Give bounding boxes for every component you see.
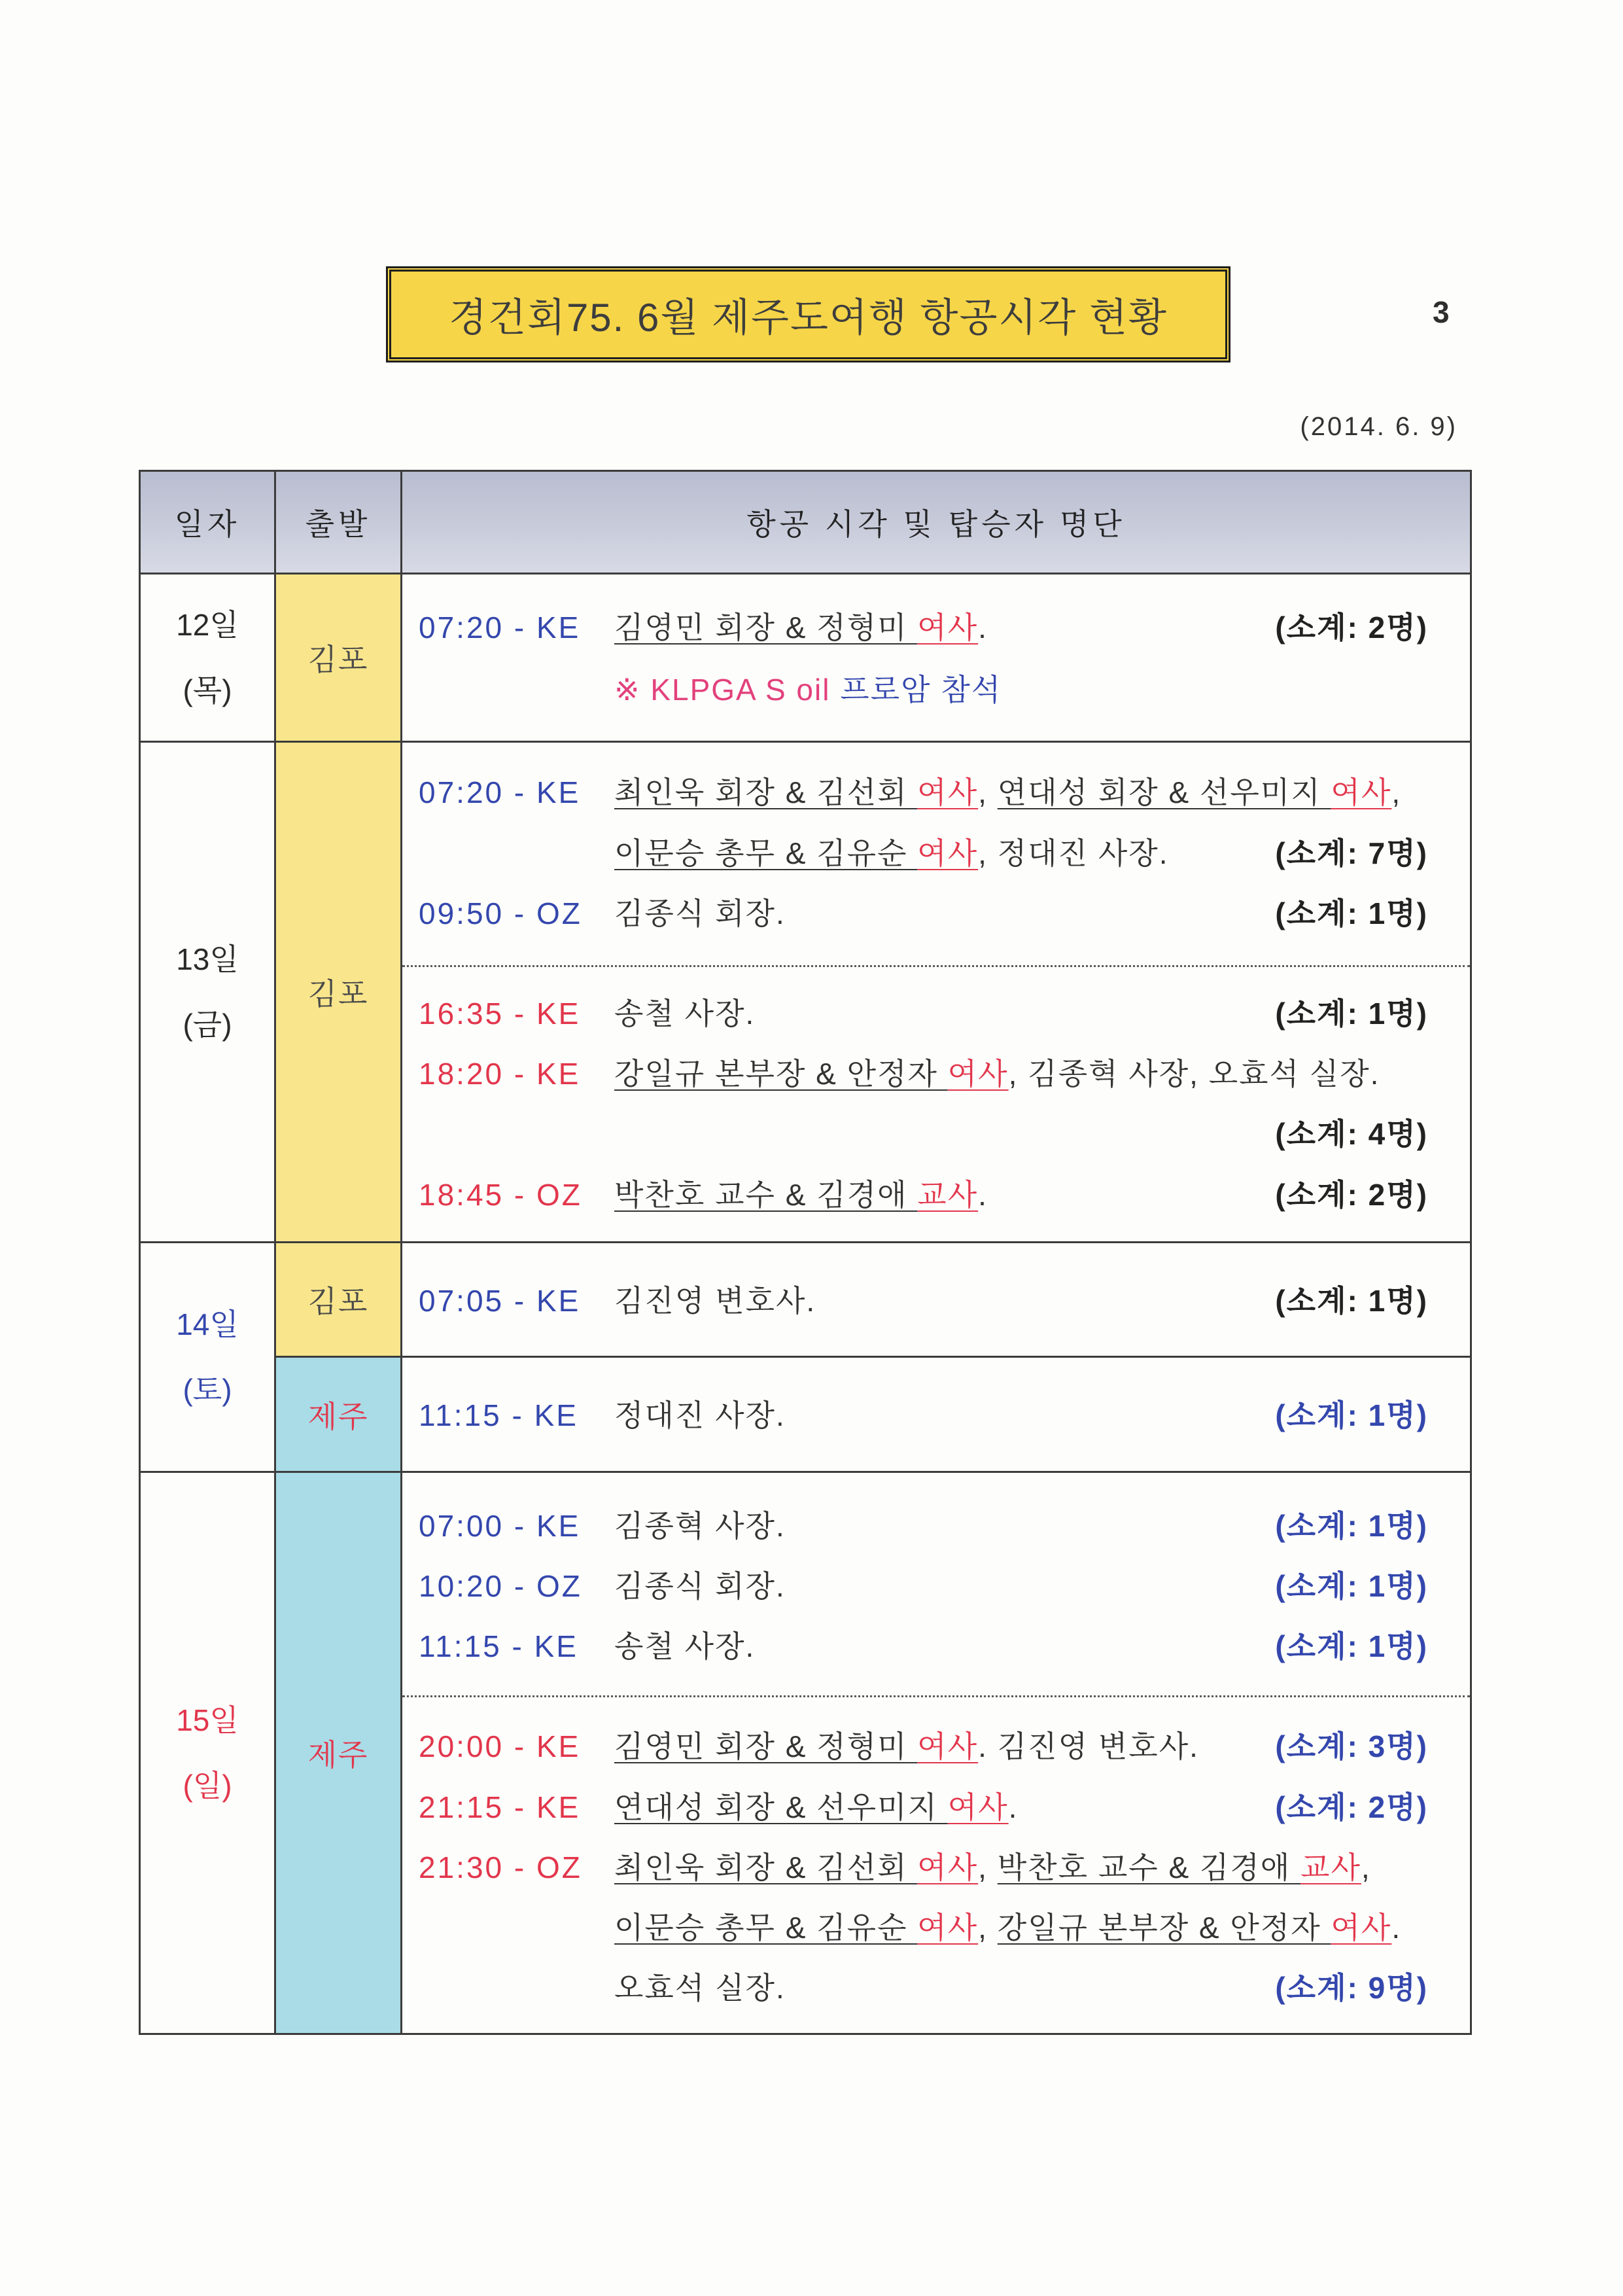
flight-time: 07:20 - KE: [419, 775, 581, 809]
name-text: ,: [1391, 775, 1402, 809]
name-text: 송철 사장.: [614, 1629, 756, 1663]
subtotal: (소계: 1명): [1275, 1398, 1428, 1432]
name-group: 강일규 본부장 & 안정자: [997, 1911, 1331, 1945]
passenger-names: [614, 835, 1168, 872]
honorific: 여사: [917, 836, 979, 870]
flight-line-continued: [402, 1909, 1470, 1946]
name-text: .: [1008, 1790, 1019, 1824]
day-date: 15일: [176, 1703, 239, 1737]
flight-time: 11:15 - KE: [419, 1398, 578, 1432]
flight-line: [402, 895, 1470, 932]
name-group: 강일규 본부장 & 안정자: [614, 1057, 948, 1091]
name-group: 최인욱 회장 & 김선회: [614, 775, 918, 809]
day-weekday: (금): [183, 1008, 232, 1042]
subtotal: (소계: 3명): [1275, 1729, 1428, 1763]
name-text: 김종혁 사장.: [614, 1509, 786, 1543]
day-date: 13일: [176, 942, 239, 976]
name-group: 김영민 회장 & 정형미: [614, 610, 918, 645]
name-text: 김종식 회장.: [614, 1569, 786, 1603]
subtotal: (소계: 1명): [1275, 997, 1428, 1031]
flight-line: [402, 1568, 1470, 1604]
note-event-name: ※ KLPGA S oil: [614, 673, 831, 707]
passenger-names: [614, 995, 755, 1032]
flight-line: [402, 995, 1470, 1032]
name-text: ,: [978, 1850, 998, 1884]
honorific: 여사: [1331, 1911, 1392, 1945]
header-list-column: [402, 472, 1470, 574]
name-text: 정대진 사장.: [614, 1398, 786, 1432]
day-weekday: (일): [183, 1769, 232, 1803]
departure-place: 제주: [307, 1738, 369, 1772]
title-box: [386, 266, 1230, 362]
flight-line: [402, 609, 1470, 646]
honorific: 교사: [917, 1178, 979, 1212]
flight-line: [402, 1397, 1470, 1434]
dotted-divider: [402, 1695, 1470, 1697]
flight-line: [402, 1282, 1470, 1319]
flight-time: 18:45 - OZ: [419, 1178, 582, 1212]
name-text: 김종식 회장.: [614, 896, 786, 930]
flight-line: [402, 1628, 1470, 1665]
document-date: (2014. 6. 9): [1300, 412, 1457, 441]
flight-line: [402, 774, 1470, 811]
honorific: 여사: [917, 610, 979, 645]
subtotal: (소계: 1명): [1275, 1569, 1428, 1603]
flights-cell-14-jeju: [402, 1358, 1470, 1473]
flight-time: 07:00 - KE: [419, 1509, 581, 1543]
departure-place: 김포: [307, 643, 369, 677]
flight-line-continued: [402, 1969, 1470, 2006]
day-cell-14: [141, 1243, 276, 1473]
departure-cell-gimpo: [276, 1243, 402, 1358]
passenger-names: [614, 1728, 1199, 1765]
name-text: 오효석 실장.: [614, 1971, 786, 2005]
honorific: 여사: [917, 1850, 979, 1884]
honorific: 여사: [947, 1790, 1009, 1824]
dotted-divider: [402, 965, 1470, 967]
header-date-column: [141, 472, 276, 574]
passenger-names: [614, 1176, 988, 1213]
flight-time: 07:20 - KE: [419, 610, 581, 645]
honorific: 여사: [917, 1911, 979, 1945]
honorific: 여사: [917, 775, 979, 809]
flights-cell-15: [402, 1473, 1470, 2033]
name-text: ,: [978, 775, 998, 809]
day-weekday: (목): [183, 673, 232, 707]
name-text: ,: [978, 1911, 998, 1945]
day-weekday: (토): [183, 1373, 232, 1407]
name-text: .: [1391, 1911, 1402, 1945]
passenger-names: [614, 1282, 816, 1319]
flight-line: [402, 1728, 1470, 1765]
flight-schedule-table: [139, 470, 1472, 2035]
passenger-names: [614, 1789, 1018, 1826]
flight-time: 18:20 - KE: [419, 1057, 581, 1091]
name-group: 이문승 총무 & 김유순: [614, 1911, 918, 1945]
honorific: 여사: [1331, 775, 1392, 809]
departure-place: 제주: [307, 1399, 369, 1434]
event-note: [614, 671, 1002, 708]
header-departure-column: [276, 472, 402, 574]
subtotal: (소계: 4명): [1275, 1117, 1428, 1151]
passenger-names: [614, 1628, 755, 1665]
flight-line: [402, 1849, 1470, 1886]
departure-place: 김포: [307, 977, 369, 1011]
passenger-names: [614, 1055, 1380, 1092]
name-group: 박찬호 교수 & 김경애: [614, 1178, 918, 1212]
day-cell-12: [141, 574, 276, 743]
name-group: 박찬호 교수 & 김경애: [997, 1850, 1301, 1884]
subtotal: (소계: 9명): [1275, 1971, 1428, 2005]
day-date: 14일: [176, 1307, 239, 1341]
flights-cell-13: [402, 743, 1470, 1243]
flight-time: 10:20 - OZ: [419, 1569, 582, 1603]
flight-time: 07:05 - KE: [419, 1284, 581, 1318]
flights-cell-14-gimpo: [402, 1243, 1470, 1358]
flights-cell-12: [402, 574, 1470, 743]
note-event-type: 프로암 참석: [830, 673, 1002, 707]
honorific: 교사: [1300, 1850, 1361, 1884]
passenger-names: [614, 774, 1401, 811]
departure-cell-jeju: [276, 1358, 402, 1473]
name-group: 이문승 총무 & 김유순: [614, 836, 918, 870]
header-date-label: 일자: [174, 507, 241, 541]
flight-line: [402, 1055, 1470, 1092]
departure-place: 김포: [307, 1284, 369, 1318]
passenger-names: [614, 895, 786, 932]
subtotal: (소계: 1명): [1275, 1284, 1428, 1318]
name-text: , 김종혁 사장, 오효석 실장.: [1008, 1057, 1380, 1091]
passenger-names: [614, 1909, 1401, 1946]
name-text: .: [978, 610, 988, 645]
subtotal: (소계: 1명): [1275, 896, 1428, 930]
name-text: 송철 사장.: [614, 997, 756, 1031]
flight-time: 20:00 - KE: [419, 1729, 581, 1763]
subtotal-line: [402, 1116, 1470, 1152]
passenger-names: [614, 1397, 786, 1434]
day-date: 12일: [176, 608, 239, 642]
name-text: .: [978, 1178, 988, 1212]
name-group: 연대성 회장 & 선우미지: [997, 775, 1331, 809]
departure-cell-gimpo: [276, 574, 402, 743]
flight-line: [402, 1789, 1470, 1826]
passenger-names: [614, 1568, 786, 1604]
name-group: 최인욱 회장 & 김선회: [614, 1850, 918, 1884]
flight-time: 16:35 - KE: [419, 997, 581, 1031]
subtotal: (소계: 2명): [1275, 610, 1428, 645]
day-cell-13: [141, 743, 276, 1243]
header-departure-label: 출발: [305, 507, 372, 541]
honorific: 여사: [947, 1057, 1009, 1091]
page-number: 3: [1433, 295, 1450, 329]
flight-line-continued: [402, 835, 1470, 872]
passenger-names: [614, 1508, 786, 1544]
departure-cell-jeju: [276, 1473, 402, 2033]
flight-time: 09:50 - OZ: [419, 896, 582, 930]
flight-line: [402, 1176, 1470, 1213]
name-text: 김진영 변호사.: [614, 1284, 816, 1318]
departure-cell-gimpo: [276, 743, 402, 1243]
name-text: ,: [1361, 1850, 1371, 1884]
passenger-names: [614, 609, 988, 646]
passenger-names: [614, 1969, 786, 2006]
header-list-label: 항공 시각 및 탑승자 명단: [746, 507, 1126, 541]
name-text: . 김진영 변호사.: [978, 1729, 1199, 1763]
page-title: 경건회75. 6월 제주도여행 항공시각 현황: [449, 295, 1168, 340]
honorific: 여사: [917, 1729, 979, 1763]
subtotal: (소계: 2명): [1275, 1790, 1428, 1824]
name-group: 연대성 회장 & 선우미지: [614, 1790, 948, 1824]
flight-time: 21:15 - KE: [419, 1790, 581, 1824]
subtotal: (소계: 1명): [1275, 1629, 1428, 1663]
subtotal: (소계: 2명): [1275, 1178, 1428, 1212]
flight-line: [402, 1508, 1470, 1544]
flight-time: 11:15 - KE: [419, 1629, 578, 1663]
day-cell-15: [141, 1473, 276, 2033]
name-group: 김영민 회장 & 정형미: [614, 1729, 918, 1763]
note-line: [402, 671, 1470, 708]
subtotal: (소계: 7명): [1275, 836, 1428, 870]
passenger-names: [614, 1849, 1371, 1886]
subtotal: (소계: 1명): [1275, 1509, 1428, 1543]
name-text: , 정대진 사장.: [978, 836, 1169, 870]
flight-time: 21:30 - OZ: [419, 1850, 582, 1884]
